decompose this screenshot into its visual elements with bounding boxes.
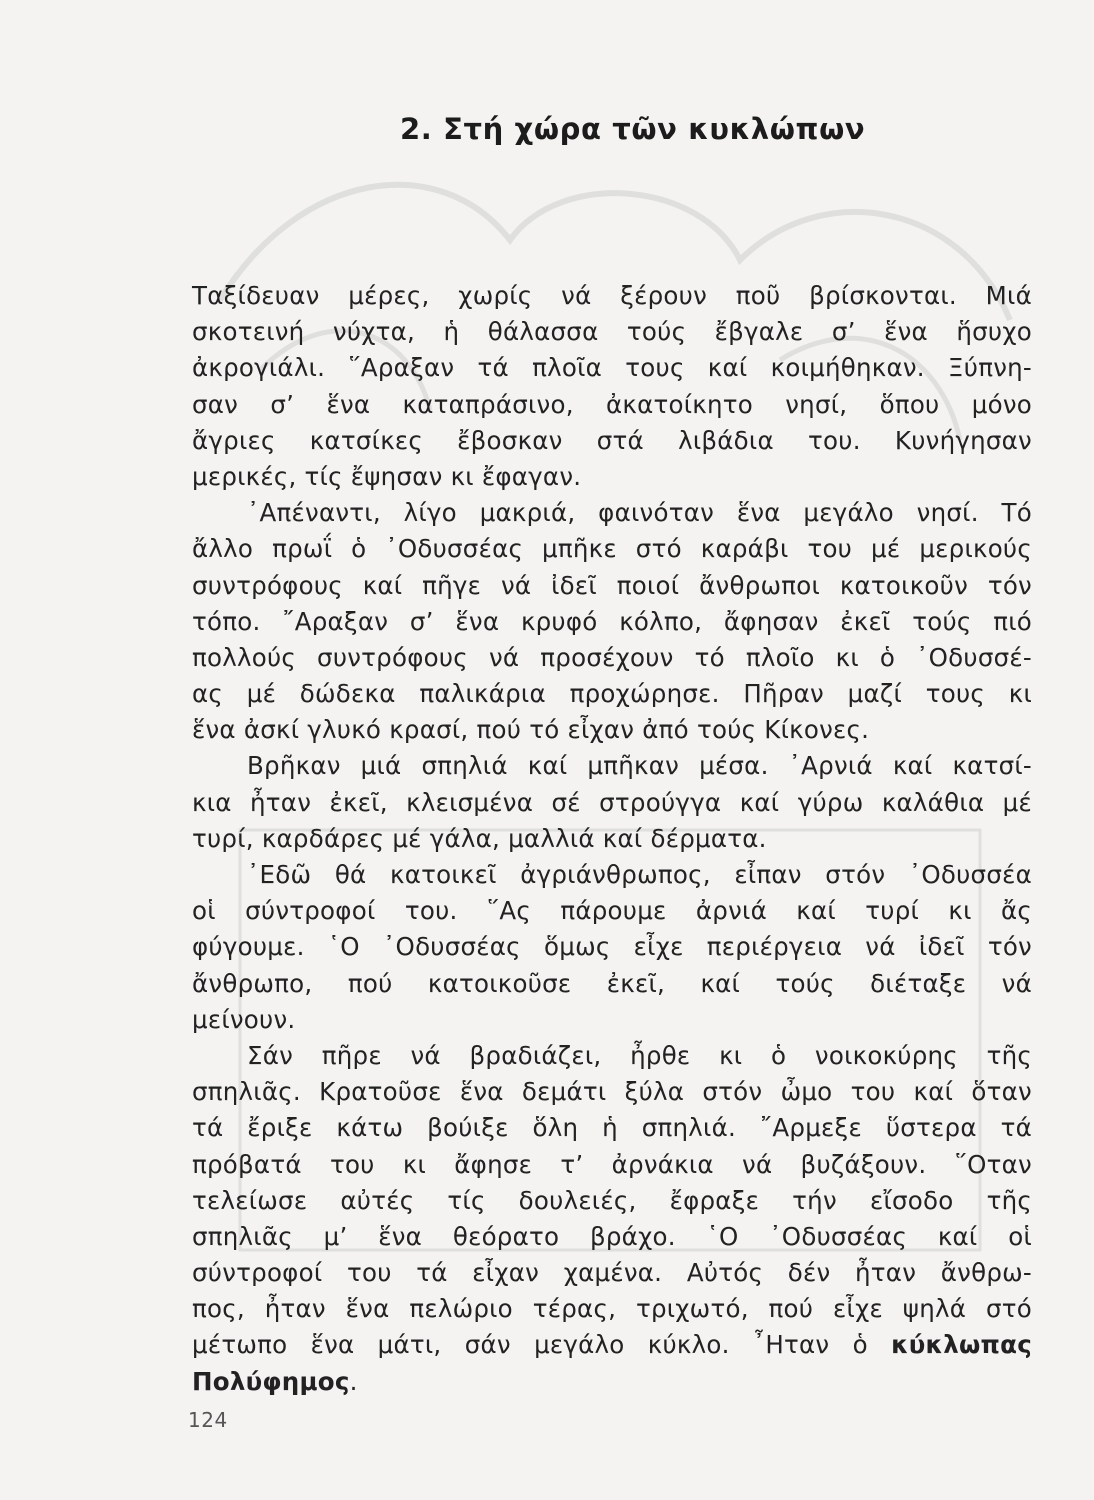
- text-line: σκοτεινή νύχτα, ἡ θάλασσα τούς ἔβγαλε σ’ ἕνα ἥσυχο: [192, 317, 1032, 347]
- bold-name: Πολύφημος: [192, 1366, 350, 1396]
- text-line: πος, ἦταν ἕνα πελώριο τέρας, τριχωτό, πού εἶχε ψηλά στό: [192, 1294, 1032, 1324]
- text-line: ἄγριες κατσίκες ἔβοσκαν στά λιβάδια του. Κυνήγησαν: [192, 425, 1032, 455]
- text-line: φύγουμε. ῾Ο ᾿Οδυσσέας ὅμως εἶχε περιέργεια νά ἰδεῖ τόν: [192, 932, 1032, 962]
- text-line-start: μέτωπο ἕνα μάτι, σάν μεγάλο κύκλο. ῏Ηταν ὁ: [192, 1330, 868, 1360]
- text-line: σπηλιᾶς. Κρατοῦσε ἕνα δεμάτι ξύλα στόν ὦμο του καί ὅταν: [192, 1077, 1032, 1107]
- text-line: μερικές, τίς ἔψησαν κι ἔφαγαν.: [192, 461, 582, 491]
- body-text: [192, 278, 1032, 1400]
- text-line: ἄνθρωπο, πού κατοικοῦσε ἐκεῖ, καί τούς διέταξε νά: [192, 968, 1032, 998]
- text-line: τελείωσε αὐτές τίς δουλειές, ἔφραξε τήν εἴσοδο τῆς: [192, 1185, 1032, 1215]
- chapter-title: 2. Στή χώρα τῶν κυκλώπων: [400, 112, 866, 146]
- text-line: ᾿Απέναντι, λίγο μακριά, φαινόταν ἕνα μεγάλο νησί. Τό: [247, 498, 1032, 528]
- text-line: πολλούς συντρόφους νά προσέχουν τό πλοῖο κι ὁ ᾿Οδυσσέ-: [192, 642, 1032, 672]
- text-line: ᾿Εδῶ θά κατοικεῖ ἀγριάνθρωπος, εἶπαν στόν ᾿Οδυσσέα: [247, 860, 1032, 889]
- text-line: μείνουν.: [192, 1004, 296, 1034]
- text-line: ας μέ δώδεκα παλικάρια προχώρησε. Πῆραν μαζί τους κι: [192, 679, 1032, 709]
- text-line: Βρῆκαν μιά σπηλιά καί μπῆκαν μέσα. ᾿Αρνιά καί κατσί-: [247, 751, 1032, 781]
- text-line: σαν σ’ ἕνα καταπράσινο, ἀκατοίκητο νησί, ὅπου μόνο: [192, 389, 1032, 419]
- text-line: τά ἔριξε κάτω βούιξε ὅλη ἡ σπηλιά. ῎Αρμεξε ὕστερα τά: [192, 1113, 1032, 1143]
- text-line: τόπο. ῎Αραξαν σ’ ἕνα κρυφό κόλπο, ἄφησαν ἐκεῖ τούς πιό: [192, 606, 1032, 636]
- text-line: Σάν πῆρε νά βραδιάζει, ἦρθε κι ὁ νοικοκύρης τῆς: [247, 1040, 1032, 1070]
- text-line: σπηλιᾶς μ’ ἕνα θεόρατο βράχο. ῾Ο ᾿Οδυσσέας καί οἱ: [192, 1221, 1032, 1251]
- text-line: πρόβατά του κι ἄφησε τ’ ἀρνάκια νά βυζάξουν. ῞Οταν: [192, 1149, 1032, 1179]
- text-line: ἀκρογιάλι. ῞Αραξαν τά πλοῖα τους καί κοιμήθηκαν. Ξύπνη-: [192, 353, 1032, 383]
- text-line: κια ἦταν ἐκεῖ, κλεισμένα σέ στρούγγα καί γύρω καλάθια μέ: [192, 787, 1032, 817]
- text-line-bold: [192, 1364, 1032, 1400]
- text-line-with-bold-end: [192, 1327, 1032, 1363]
- page-number: 124: [188, 1408, 228, 1432]
- bold-term: κύκλωπας: [891, 1330, 1032, 1360]
- text-line: Ταξίδευαν μέρες, χωρίς νά ξέρουν ποῦ βρίσκονται. Μιά: [192, 281, 1032, 310]
- text-line: τυρί, καρδάρες μέ γάλα, μαλλιά καί δέρματα.: [192, 823, 767, 853]
- text-line: σύντροφοί του τά εἶχαν χαμένα. Αὐτός δέν ἦταν ἄνθρω-: [192, 1258, 1032, 1288]
- text-line: ἕνα ἀσκί γλυκό κρασί, πού τό εἶχαν ἀπό τούς Κίκονες.: [192, 715, 870, 745]
- text-line: οἱ σύντροφοί του. ῞Ας πάρουμε ἀρνιά καί τυρί κι ἄς: [192, 896, 1032, 926]
- text-line: ἄλλο πρωΐ ὁ ᾿Οδυσσέας μπῆκε στό καράβι του μέ μερικούς: [192, 534, 1032, 564]
- text-line: συντρόφους καί πῆγε νά ἰδεῖ ποιοί ἄνθρωποι κατοικοῦν τόν: [192, 570, 1032, 600]
- final-period: .: [349, 1366, 358, 1396]
